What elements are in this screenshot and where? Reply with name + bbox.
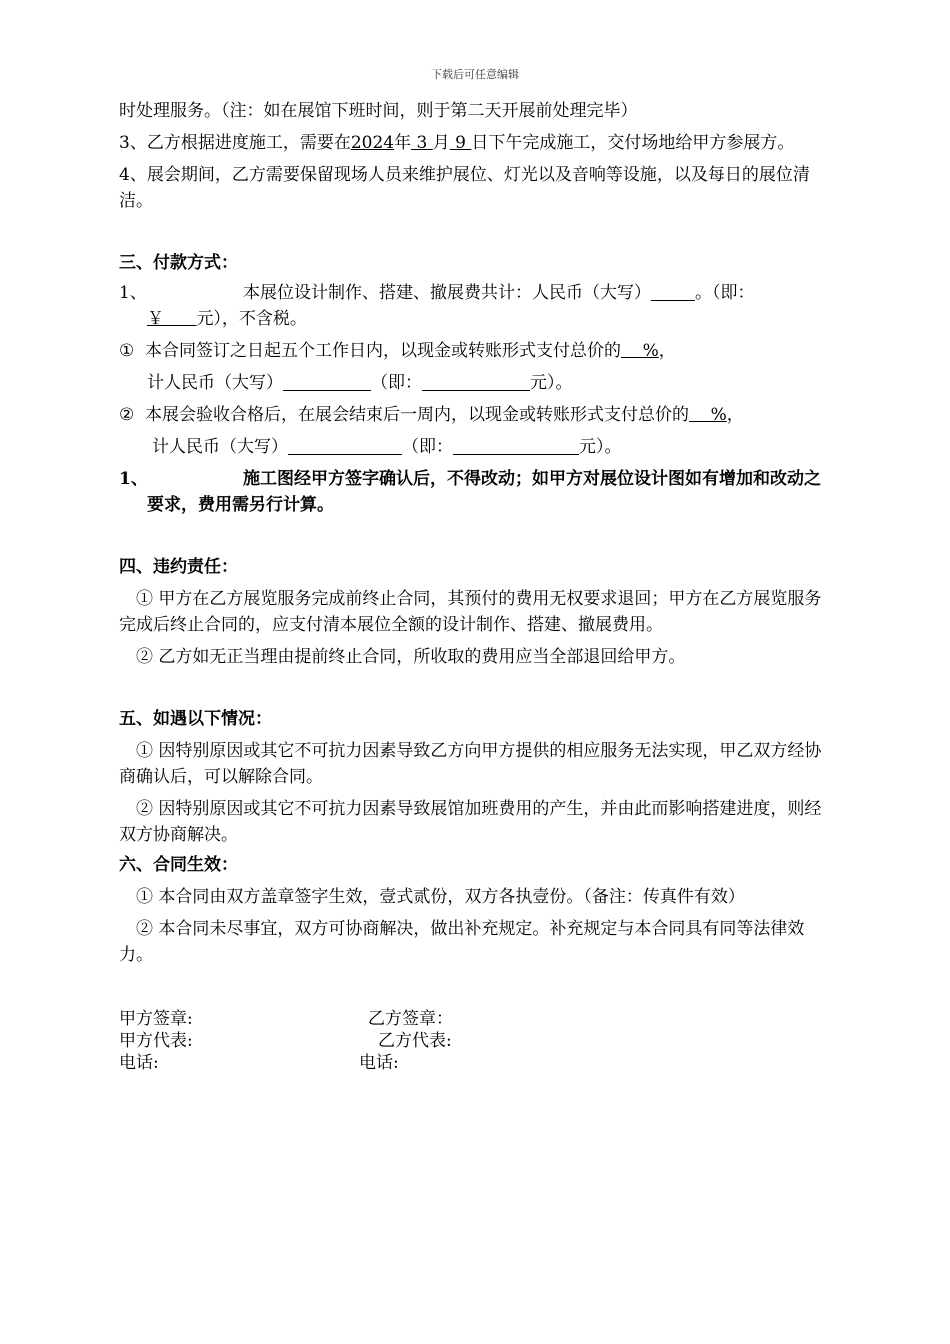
- installment-1-uppercase-label: 计人民币（大写）: [147, 373, 283, 393]
- design-change-number: 1、: [119, 469, 148, 489]
- breach-clause-1: ① 甲方在乙方展览服务完成前终止合同，其预付的费用无权要求退回；甲方在乙方展览服务完成后终止合同的，应支付清本展位全额的设计制作、搭建、撤展费用。: [119, 589, 822, 635]
- party-b-seal-label: 乙方签章：: [368, 1009, 453, 1029]
- installment-1-text: 本合同签订之日起五个工作日内，以现金或转账形式支付总价的: [145, 341, 621, 361]
- continuation-paragraph: 时处理服务。（注：如在展馆下班时间，则于第二天开展前处理完毕）: [119, 101, 638, 121]
- installment-1-amount-line: [119, 370, 832, 396]
- installment-2-percent: %: [710, 405, 727, 425]
- installment-1-yuan: 元）。: [530, 373, 573, 393]
- installment-2-uppercase-blank: [288, 436, 402, 455]
- payment-total-line2: [119, 306, 832, 332]
- amount-uppercase-blank: [651, 282, 695, 301]
- section-4-heading: 四、违约责任：: [119, 557, 238, 577]
- clause-3: [119, 130, 832, 156]
- clause-3-year: 2024: [350, 133, 395, 153]
- header-note: 下载后可任意编辑: [431, 68, 519, 81]
- installment-1-percent: %: [642, 341, 659, 361]
- clause-3-day: 9: [455, 133, 466, 153]
- payment-total-yen: ￥: [147, 309, 164, 329]
- party-b-rep-label: 乙方代表:: [378, 1031, 452, 1051]
- installment-2-tail: ，: [726, 405, 744, 425]
- payment-total-text: 本展位设计制作、搭建、撤展费共计：人民币（大写）: [243, 283, 651, 303]
- effectiveness-clause-2: ② 本合同未尽事宜，双方可协商解决，做出补充规定。补充规定与本合同具有同等法律效力。: [119, 919, 805, 965]
- payment-installment-2: [119, 402, 832, 428]
- force-majeure-clause-2: ② 因特别原因或其它不可抗力因素导致展馆加班费用的产生，并由此而影响搭建进度，则经双方协商解决。: [119, 799, 822, 845]
- installment-1-tail: ，: [658, 341, 676, 361]
- clause-3-year-unit: 年: [394, 133, 412, 153]
- installment-2-ie-label: （即：: [402, 437, 453, 457]
- installment-1-ie-label: （即：: [371, 373, 422, 393]
- party-a-phone-label: 电话:: [119, 1053, 159, 1073]
- signature-block: [119, 1008, 832, 1074]
- contract-body: [119, 98, 832, 1074]
- payment-total-text-b: 。（即：: [695, 283, 755, 303]
- section-5-heading: 五、如遇以下情况：: [119, 709, 272, 729]
- installment-2-yuan: 元）。: [579, 437, 622, 457]
- party-a-seal-label: 甲方签章:: [119, 1009, 193, 1029]
- clause-3-month: 3: [416, 133, 428, 153]
- signature-row-phone: [119, 1052, 832, 1074]
- party-a-rep-label: 甲方代表:: [119, 1031, 193, 1051]
- signature-row-rep: [119, 1030, 832, 1052]
- section-3-heading: 三、付款方式：: [119, 253, 238, 273]
- payment-installment-1: [119, 338, 832, 364]
- section-6-heading: 六、合同生效：: [119, 855, 238, 875]
- installment-2-mark: ②: [119, 405, 135, 425]
- clause-3-lead: 3、乙方根据进度施工，需要在: [119, 133, 351, 153]
- installment-1-figure-blank: [422, 372, 530, 391]
- payment-total-text-c: 元），不含税。: [196, 309, 307, 329]
- design-change-text: 施工图经甲方签字确认后，不得改动；如甲方对展位设计图如有增加和改动之要求，费用需另行计算。: [147, 469, 821, 515]
- clause-3-rest: 日下午完成施工，交付场地给甲方参展方。: [471, 133, 795, 153]
- party-b-phone-label: 电话:: [359, 1053, 399, 1073]
- payment-total-clause: [119, 280, 832, 306]
- installment-2-amount-line: [119, 434, 832, 460]
- breach-clause-2: ② 乙方如无正当理由提前终止合同，所收取的费用应当全部退回给甲方。: [136, 647, 686, 667]
- force-majeure-clause-1: ① 因特别原因或其它不可抗力因素导致乙方向甲方提供的相应服务无法实现，甲乙双方经协商确认后，可以解除合同。: [119, 741, 822, 787]
- clause-4: 4、展会期间，乙方需要保留现场人员来维护展位、灯光以及音响等设施，以及每日的展位清洁。: [119, 165, 810, 211]
- installment-2-figure-blank: [453, 436, 579, 455]
- installment-2-uppercase-label: 计人民币（大写）: [152, 437, 288, 457]
- payment-total-number: 1、: [119, 283, 147, 303]
- installment-1-uppercase-blank: [283, 372, 371, 391]
- signature-row-seal: [119, 1008, 832, 1030]
- effectiveness-clause-1: ① 本合同由双方盖章签字生效，壹式贰份，双方各执壹份。（备注：传真件有效）: [136, 887, 745, 907]
- installment-2-text: 本展会验收合格后，在展会结束后一周内，以现金或转账形式支付总价的: [145, 405, 689, 425]
- clause-3-month-unit: 月: [432, 133, 450, 153]
- design-change-clause: [119, 466, 832, 518]
- installment-1-mark: ①: [119, 341, 135, 361]
